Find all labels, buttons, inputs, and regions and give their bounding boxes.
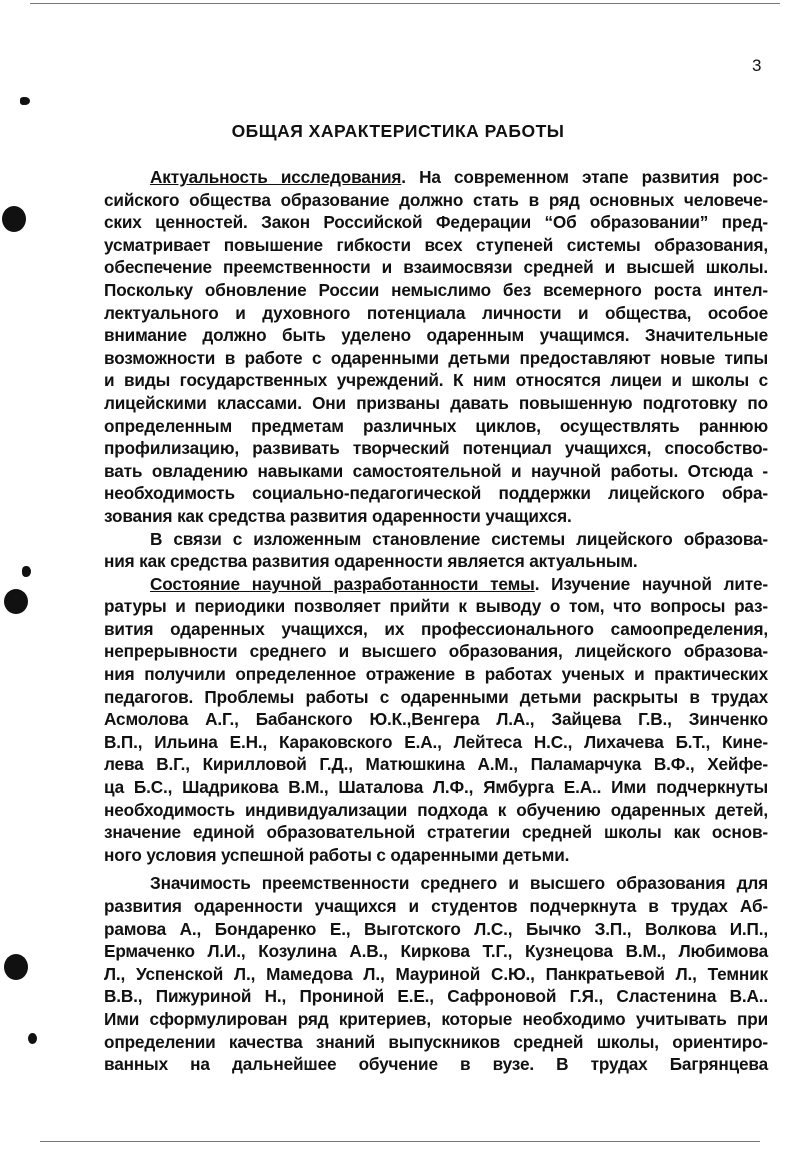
text-line: сийского общества образование должно стать в ряд основных человече- xyxy=(104,189,768,210)
text-line xyxy=(104,166,768,189)
binding-mark-bottom xyxy=(28,1033,37,1044)
text-line: развития одаренности учащихся и студентов подчеркнута в трудах Аб- xyxy=(104,896,768,916)
text-line: лектуального и духовного потенциала личности и общества, особое xyxy=(104,302,768,323)
text-line: непрерывности среднего и высшего образования, лицейского образова- xyxy=(104,641,768,662)
text-line: ния получили определенное отражение в работах ученых и практических xyxy=(104,664,768,685)
text-line: В.П., Ильина Е.Н., Караковского Е.А., Лейтеса Н.С., Лихачева Б.Т., Кине- xyxy=(104,731,768,752)
text-line: необходимость индивидуализации подхода к обучению одаренных детей, xyxy=(104,799,768,820)
punch-hole-1 xyxy=(2,206,26,232)
text-line: Поскольку обновление России немыслимо без всемерного роста интел- xyxy=(104,279,768,300)
punch-hole-3 xyxy=(4,954,28,980)
text-line: Ермаченко Л.И., Козулина А.В., Киркова Т.Г., Кузнецова В.М., Любимова xyxy=(104,941,768,962)
bottom-edge-line xyxy=(40,1141,760,1142)
text-line xyxy=(104,573,768,596)
binding-mark-top xyxy=(20,97,30,105)
top-edge-line xyxy=(30,3,780,4)
text-line: зования как средства развития одаренности учащихся. xyxy=(104,505,572,526)
text-line: Ими сформулирован ряд критериев, которые необходимо учитывать при xyxy=(104,1008,768,1029)
text-line: усматривает повышение гибкости всех ступеней системы образования, xyxy=(104,234,768,255)
line-rest: . Изучение научной лите- xyxy=(534,573,769,594)
underlined-phrase: Актуальность исследования xyxy=(150,167,402,187)
page-heading: ОБЩАЯ ХАРАКТЕРИСТИКА РАБОТЫ xyxy=(231,121,565,141)
text-line: необходимость социально-педагогической поддержки лицейского обра- xyxy=(104,483,768,504)
text-line: профилизацию, развивать творческий потенциал учащихся, способство- xyxy=(104,438,768,459)
text-line: определенным предметам различных циклов, осуществлять раннюю xyxy=(104,415,768,436)
text-line: лева В.Г., Кирилловой Г.Д., Матюшкина А.М., Паламарчука В.Ф., Хейфе- xyxy=(104,754,768,775)
text-line: ния как средства развития одаренности является актуальным. xyxy=(104,551,638,572)
punch-hole-2 xyxy=(4,589,28,614)
text-line: определении качества знаний выпускников средней школы, ориентиро- xyxy=(104,1031,768,1052)
text-line: ратуры и периодики позволяет прийти к выводу о том, что вопросы раз- xyxy=(104,596,768,617)
binding-mark-middle xyxy=(22,566,31,577)
text-line: В связи с изложенным становление системы лицейского образова- xyxy=(150,528,768,549)
text-line: ванных на дальнейшее обучение в вузе. В трудах Багрянцева xyxy=(104,1054,768,1075)
underlined-phrase: Состояние научной разработанности темы xyxy=(150,573,535,594)
body-text xyxy=(104,166,768,1076)
text-line: вития одаренных учащихся, их профессионального самоопределения, xyxy=(104,618,768,639)
text-line: значение единой образовательной стратегии средней школы как основ- xyxy=(104,822,768,843)
text-line: лицейскими классами. Они призваны давать повышенную подготовку по xyxy=(104,392,768,413)
text-line: возможности в работе с одаренными детьми предоставляют новые типы xyxy=(104,347,768,368)
page-number: 3 xyxy=(752,56,762,75)
text-line: ских ценностей. Закон Российской Федерации “Об образовании” пред- xyxy=(104,212,768,233)
line-rest: . На современном этапе развития рос- xyxy=(401,167,768,187)
text-line: педагогов. Проблемы работы с одаренными детьми раскрыты в трудах xyxy=(104,686,768,707)
text-line: рамова А., Бондаренко Е., Выготского Л.С., Бычко З.П., Волкова И.П., xyxy=(104,918,768,939)
text-line: Л., Успенской Л., Мамедова Л., Мауриной С.Ю., Панкратьевой Л., Темник xyxy=(104,963,768,984)
text-line: Значимость преемственности среднего и высшего образования для xyxy=(150,873,768,894)
text-line: и виды государственных учреждений. К ним относятся лицеи и школы с xyxy=(104,370,768,391)
text-line: обеспечение преемственности и взаимосвязи средней и высшей школы. xyxy=(104,257,768,278)
text-line: ного условия успешной работы с одаренными детьми. xyxy=(104,844,570,865)
text-line: В.В., Пижуриной Н., Прониной Е.Е., Сафроновой Г.Я., Сластенина В.А.. xyxy=(104,986,768,1007)
text-line: внимание должно быть уделено одаренным учащимся. Значительные xyxy=(104,325,768,346)
text-line: вать овладению навыками самостоятельной и научной работы. Отсюда - xyxy=(104,460,768,481)
text-line: Асмолова А.Г., Бабанского Ю.К.,Венгера Л.А., Зайцева Г.В., Зинченко xyxy=(104,709,768,730)
text-line: ца Б.С., Шадрикова В.М., Шаталова Л.Ф., Ямбурга Е.А.. Ими подчеркнуты xyxy=(104,777,768,798)
